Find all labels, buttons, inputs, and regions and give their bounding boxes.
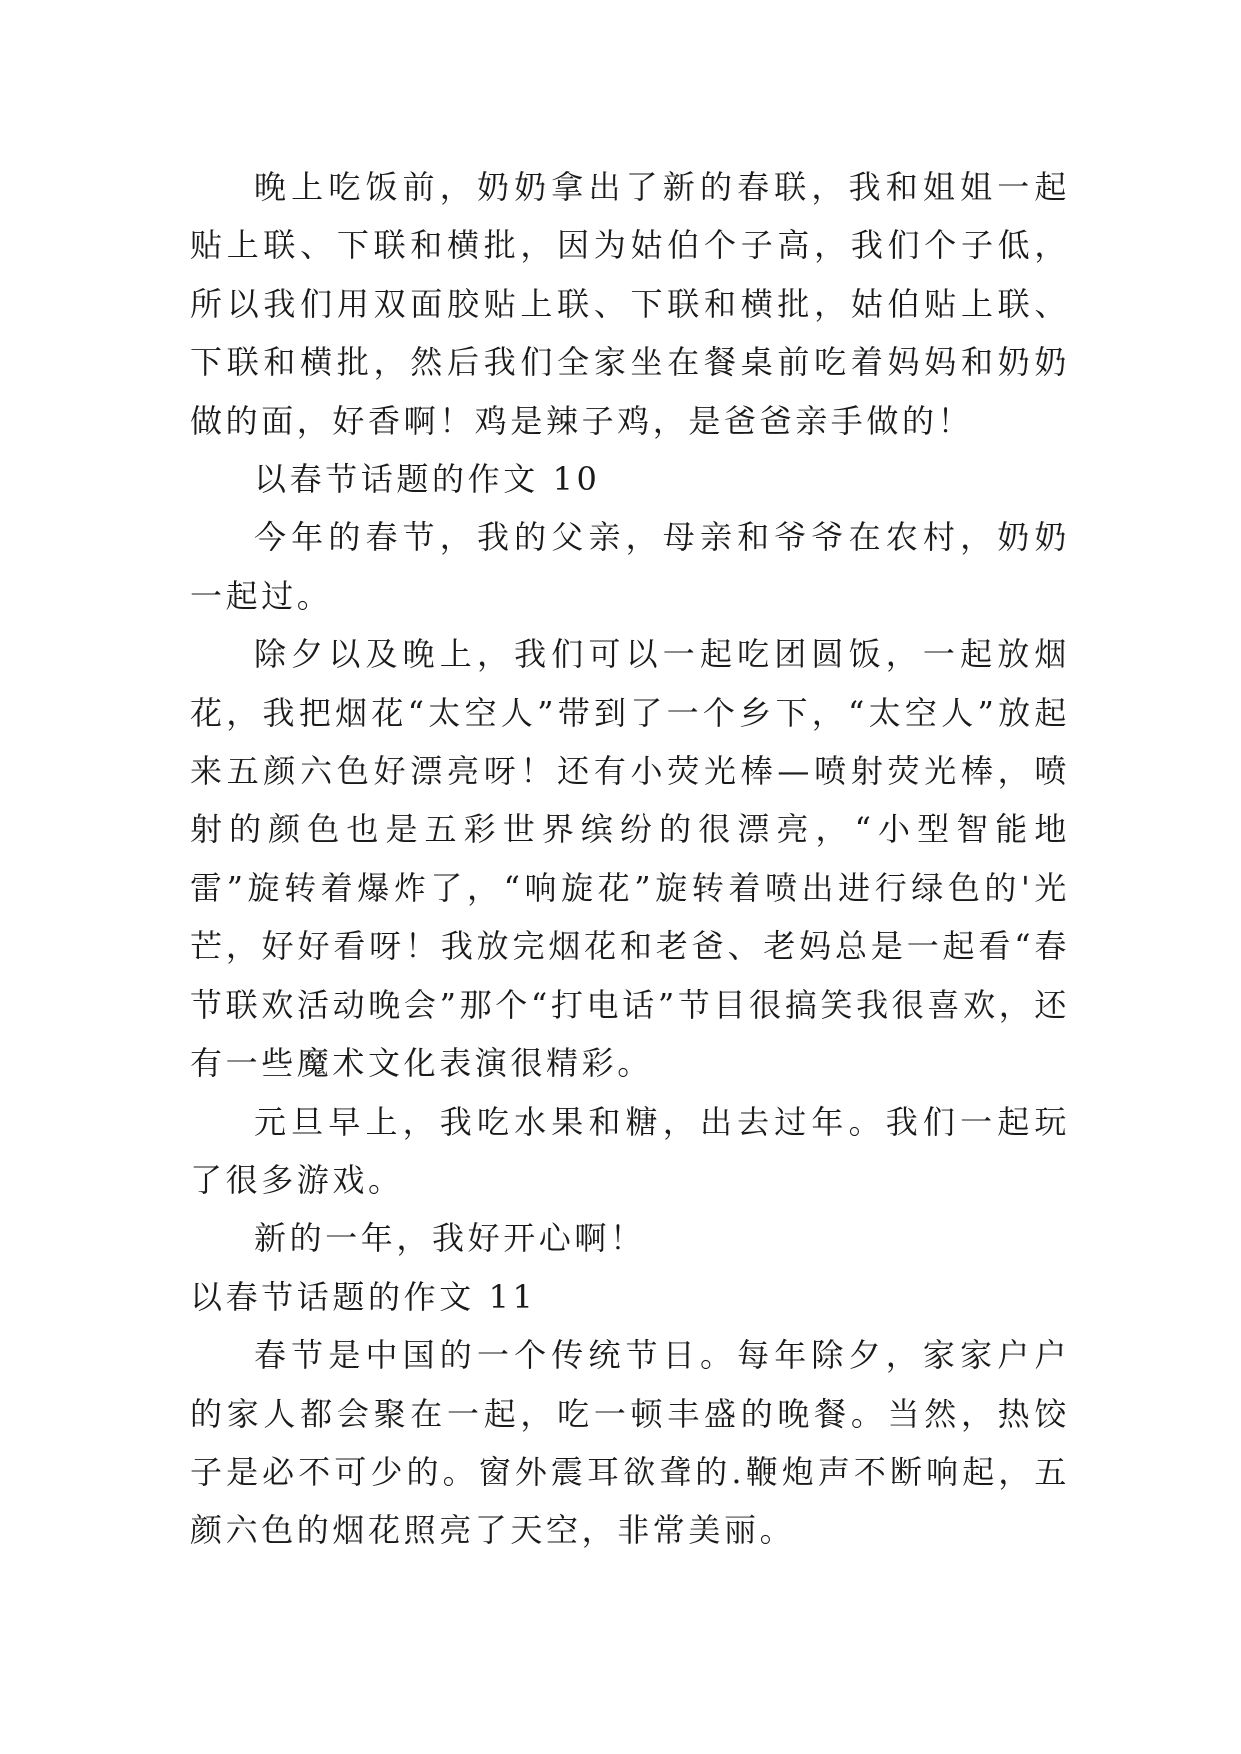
paragraph-spring-festival: 春节是中国的一个传统节日。每年除夕，家家户户的家人都会聚在一起，吃一顿丰盛的晚餐。当然，热饺子是必不可少的。窗外震耳欲聋的.鞭炮声不断响起，五颜六色的烟花照亮了天空，非常美丽。 bbox=[190, 1336, 1070, 1550]
paragraph-happy-new-year: 新的一年，我好开心啊！ bbox=[254, 1219, 646, 1258]
essay-heading-11: 以春节话题的作文 11 bbox=[190, 1277, 537, 1316]
essay-heading-10: 以春节话题的作文 10 bbox=[254, 460, 601, 499]
document-body bbox=[190, 158, 1070, 1560]
paragraph-dinner: 晚上吃饭前，奶奶拿出了新的春联，我和姐姐一起贴上联、下联和横批，因为姑伯个子高，我们个子低，所以我们用双面胶贴上联、下联和横批，姑伯贴上联、下联和横批，然后我们全家坐在餐桌前吃着妈妈和奶奶做的面，好香啊！鸡是辣子鸡，是爸爸亲手做的！ bbox=[190, 168, 1070, 440]
paragraph-new-years-eve: 除夕以及晚上，我们可以一起吃团圆饭，一起放烟花，我把烟花“太空人”带到了一个乡下，“太空人”放起来五颜六色好漂亮呀！还有小荧光棒—喷射荧光棒，喷射的颜色也是五彩世界缤纷的很漂亮，“小型智能地雷”旋转着爆炸了，“响旋花”旋转着喷出进行绿色的'光芒，好好看呀！我放完烟花和老爸、老妈总是一起看“春节联欢活动晚会”那个“打电话”节目很搞笑我很喜欢，还有一些魔术文化表演很精彩。 bbox=[190, 635, 1070, 1083]
paragraph-new-year-morning: 元旦早上，我吃水果和糖，出去过年。我们一起玩了很多游戏。 bbox=[190, 1102, 1070, 1199]
paragraph-this-year: 今年的春节，我的父亲，母亲和爷爷在农村，奶奶一起过。 bbox=[190, 518, 1070, 615]
